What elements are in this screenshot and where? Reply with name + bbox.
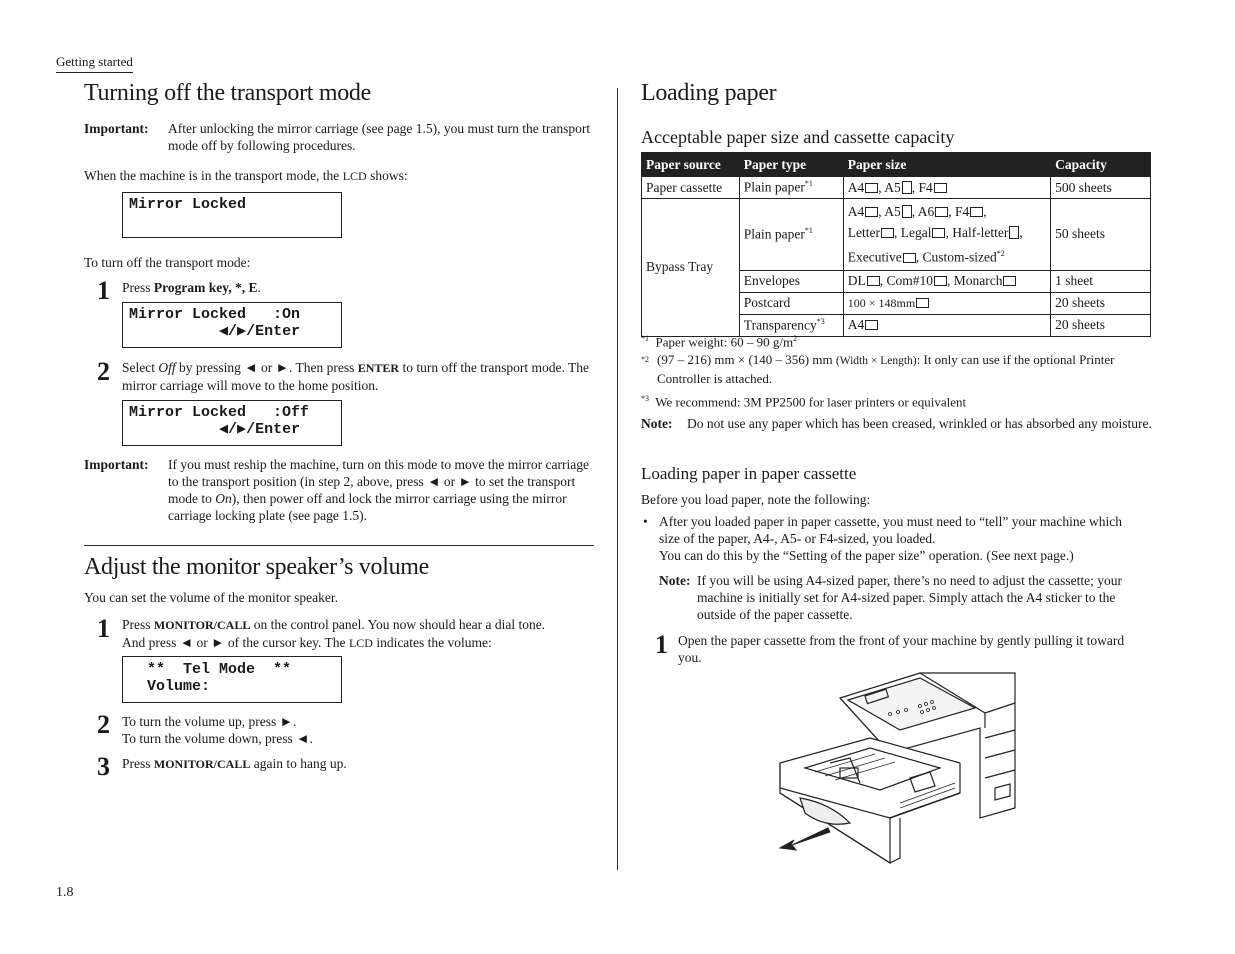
table-cell: A4 , A5 , F4 bbox=[843, 177, 1050, 199]
portrait-paper-icon bbox=[902, 205, 912, 218]
step-number: 2 bbox=[97, 357, 110, 386]
landscape-paper-icon bbox=[934, 276, 947, 286]
portrait-paper-icon bbox=[902, 181, 912, 194]
bullet-icon: • bbox=[643, 514, 648, 529]
important-label: Important: bbox=[84, 457, 149, 472]
table-cell: Postcard bbox=[739, 292, 843, 314]
important-text: If you must reship the machine, turn on this mode to move the mirror carriage to the transport position (in step 2, above, press ◄ or ► to set the transport mode to On), then power off and lock the mirror carriage using the mirror carriage locking plate (see page 1.5). bbox=[168, 457, 590, 523]
section-divider bbox=[84, 545, 594, 546]
step-text: Open the paper cassette from the front of your machine by gently pulling it toward you. bbox=[678, 633, 1125, 665]
table-cell: Bypass Tray bbox=[642, 199, 740, 337]
running-header: Getting started bbox=[56, 54, 133, 73]
lcd-intro: When the machine is in the transport mode, the LCD shows: bbox=[84, 168, 408, 183]
step-text: Press MONITOR/CALL again to hang up. bbox=[122, 756, 347, 771]
subsection-title: Loading paper in paper cassette bbox=[641, 464, 857, 483]
step-number: 1 bbox=[655, 630, 668, 659]
note-text: If you will be using A4-sized paper, there’s no need to adjust the cassette; your machine is initially set for A4-sized paper. Simply attach the A4 sticker to the outside of the paper cassette. bbox=[697, 573, 1122, 622]
landscape-paper-icon bbox=[865, 183, 878, 193]
column-divider bbox=[617, 88, 618, 870]
step-number: 2 bbox=[97, 710, 110, 739]
landscape-paper-icon bbox=[970, 207, 983, 217]
footnote: $^{*2}$ (97 – 216) mm × (140 – 356) mm (Width × Length): It only can use if the optional Printer Controller is attached. bbox=[641, 352, 1115, 386]
step-text: Select Off by pressing ◄ or ►. Then press ENTER to turn off the transport mode. The mirror carriage will move to the home position. bbox=[122, 360, 590, 393]
step-number: 1 bbox=[97, 276, 110, 305]
table-cell: 100 × 148mm bbox=[843, 292, 1050, 314]
landscape-paper-icon bbox=[865, 320, 878, 330]
header-cell: Paper size bbox=[843, 153, 1050, 177]
important-label: Important: bbox=[84, 121, 149, 136]
landscape-paper-icon bbox=[916, 298, 929, 308]
table-row bbox=[642, 177, 1151, 199]
footnote: $^{*1}$ Paper weight: 60 – 90 $g/m^2$ bbox=[641, 334, 798, 350]
lcd-display: Mirror Locked :Off ◀/▶/Enter bbox=[122, 400, 342, 446]
table-cell: A4 bbox=[843, 314, 1050, 336]
step-text: Press MONITOR/CALL on the control panel. You now should hear a dial tone. And press ◄ or ► of the cursor key. The LCD indicates the volume: bbox=[122, 617, 546, 650]
lcd-display: Mirror Locked :On ◀/▶/Enter bbox=[122, 302, 342, 348]
important-text: After unlocking the mirror carriage (see page 1.5), you must turn the transport mode off by following procedures. bbox=[168, 121, 591, 153]
table-cell: 20 sheets bbox=[1051, 292, 1151, 314]
header-cell: Capacity bbox=[1051, 153, 1151, 177]
table-header-row bbox=[642, 153, 1151, 177]
landscape-paper-icon bbox=[865, 207, 878, 217]
step-text: Press Program key, *, E. bbox=[122, 280, 261, 295]
instruction-text: To turn off the transport mode: bbox=[84, 255, 251, 270]
table-cell: Paper cassette bbox=[642, 177, 740, 199]
intro-text: You can set the volume of the monitor speaker. bbox=[84, 590, 338, 605]
table-cell: 20 sheets bbox=[1051, 314, 1151, 336]
note-label: Note: bbox=[659, 573, 691, 588]
landscape-paper-icon bbox=[935, 207, 948, 217]
paper-capacity-table bbox=[641, 152, 1151, 337]
table-cell: 500 sheets bbox=[1051, 177, 1151, 199]
section-title-loading: Loading paper bbox=[641, 80, 777, 106]
table-cell: Plain paper$^{*1}$ bbox=[739, 177, 843, 199]
note-label: Note: bbox=[641, 416, 673, 431]
table-cell: DL , Com#10 , Monarch bbox=[843, 270, 1050, 292]
landscape-paper-icon bbox=[934, 183, 947, 193]
section-title-transport: Turning off the transport mode bbox=[84, 80, 371, 106]
section-title-volume: Adjust the monitor speaker’s volume bbox=[84, 554, 430, 580]
step-text: To turn the volume up, press ►. To turn the volume down, press ◄. bbox=[122, 714, 313, 746]
page-number: 1.8 bbox=[56, 885, 74, 900]
table-cell: Envelopes bbox=[739, 270, 843, 292]
header-cell: Paper type bbox=[739, 153, 843, 177]
landscape-paper-icon bbox=[932, 228, 945, 238]
table-cell: 50 sheets bbox=[1051, 199, 1151, 271]
table-cell: 1 sheet bbox=[1051, 270, 1151, 292]
table-row bbox=[642, 199, 1151, 271]
bullet-text: After you loaded paper in paper cassette, you must need to “tell” your machine which size of the paper, A4-, A5- or F4-sized, you loaded. You can do this by the “Setting of the paper size” operation. (See next page.) bbox=[659, 514, 1122, 563]
paper-cassette-illustration bbox=[770, 668, 1020, 868]
landscape-paper-icon bbox=[903, 253, 916, 263]
lcd-display: Mirror Locked bbox=[122, 192, 342, 238]
lcd-display: ** Tel Mode ** Volume: bbox=[122, 656, 342, 703]
landscape-paper-icon bbox=[867, 276, 880, 286]
note-text: Do not use any paper which has been creased, wrinkled or has absorbed any moisture. bbox=[687, 416, 1152, 431]
table-cell: A4 , A5 , A6 , F4 , Letter , Legal , Half-letter , Executive , Custom-sized$^{*2}$ bbox=[843, 199, 1050, 271]
step-number: 3 bbox=[97, 752, 110, 781]
footnote: $^{*3}$ We recommend: 3M PP2500 for laser printers or equivalent bbox=[641, 394, 967, 410]
portrait-paper-icon bbox=[1009, 226, 1019, 239]
intro-text: Before you load paper, note the following: bbox=[641, 492, 871, 507]
subsection-title: Acceptable paper size and cassette capacity bbox=[641, 127, 955, 147]
landscape-paper-icon bbox=[881, 228, 894, 238]
table-cell: Plain paper$^{*1}$ bbox=[739, 199, 843, 271]
header-cell: Paper source bbox=[642, 153, 740, 177]
step-number: 1 bbox=[97, 614, 110, 643]
table-cell: Transparency$^{*3}$ bbox=[739, 314, 843, 336]
landscape-paper-icon bbox=[1003, 276, 1016, 286]
